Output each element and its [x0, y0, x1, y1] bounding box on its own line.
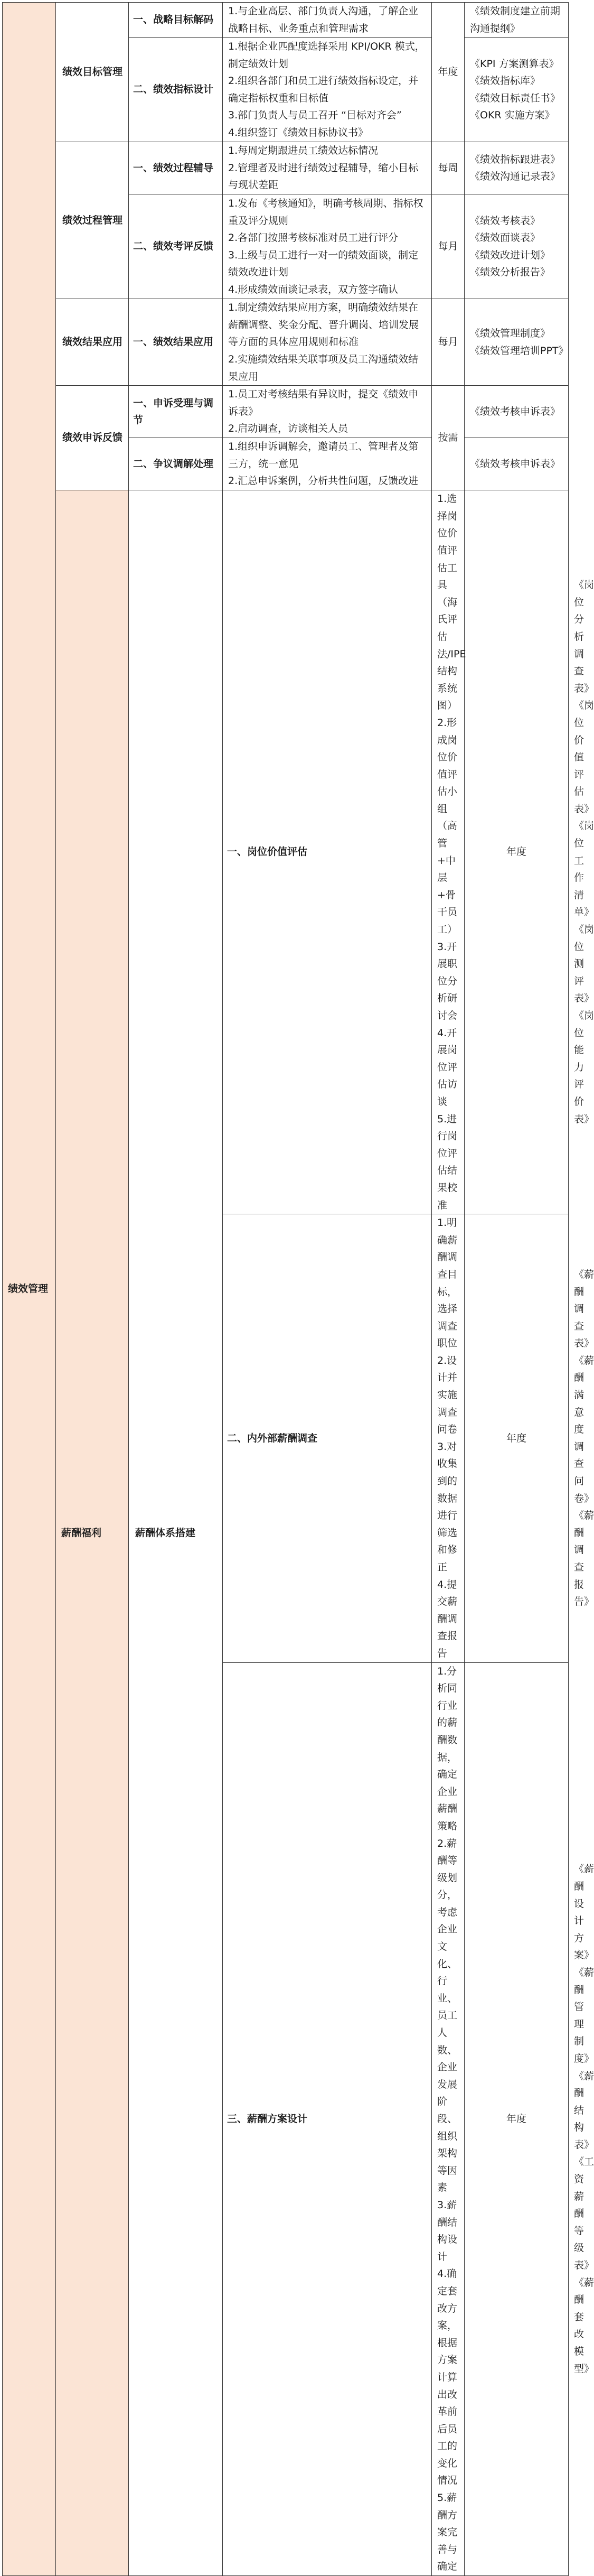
tool-line: 《KPI 方案测算表》 — [470, 58, 559, 70]
action-line: 4.形成绩效面谈记录表，双方签字确认 — [228, 283, 399, 295]
action-line: 1.分析同行业的薪酬数据，确定企业薪酬策略 — [437, 1665, 458, 1832]
tool-line: 《绩效目标责任书》 — [470, 92, 561, 104]
actions-cell — [223, 3, 432, 38]
action-line: 1.发布《考核通知》，明确考核周期、指标权重及评分规则 — [228, 197, 423, 227]
table-row — [3, 142, 569, 194]
actions-cell — [432, 1662, 465, 2575]
frequency-cell: 年度 — [465, 490, 569, 1214]
actions-cell — [223, 386, 432, 438]
frequency-cell: 每月 — [432, 194, 465, 299]
action-line: 3.薪酬结构设计 — [437, 2199, 458, 2263]
action-line: 3.上级与员工进行一对一的绩效面谈，制定绩效改进计划 — [228, 249, 419, 278]
category-cell: 薪酬福利 — [56, 490, 129, 2576]
action-line: 4.组织签订《绩效目标协议书》 — [228, 126, 369, 138]
actions-cell — [223, 194, 432, 299]
action-line: 3.部门负责人与员工召开 “目标对齐会” — [228, 109, 402, 122]
hr-process-table — [2, 2, 594, 2576]
frequency-cell: 每周 — [432, 142, 465, 194]
step-cell: 二、内外部薪酬调查 — [223, 1214, 432, 1662]
tool-line: 《绩效管理培训PPT》 — [470, 345, 569, 357]
frequency-cell: 每月 — [432, 299, 465, 386]
tool-line: 《绩效改进计划》 — [470, 249, 551, 261]
action-line: 1.明确薪酬调查目标，选择调查职位 — [437, 1217, 458, 1350]
action-line: 2.启动调查，访谈相关人员 — [228, 423, 348, 435]
tools-cell — [465, 438, 569, 490]
action-line: 2.薪酬等级划分，考虑企业文化、行业、员工人数、企业发展阶段、组织架构等因素 — [437, 1837, 458, 2194]
action-line: 4.确定套改方案，根据方案计算出改革前后员工的变化情况 — [437, 2268, 458, 2487]
tool-line: 《绩效面谈表》 — [470, 232, 541, 244]
frequency-cell: 年度 — [465, 1662, 569, 2575]
table-row — [3, 386, 569, 438]
actions-cell — [223, 438, 432, 490]
tools-cell — [465, 194, 569, 299]
action-line: 3.开展职位分析研讨会 — [437, 941, 458, 1021]
action-line: 2.实施绩效结果关联事项及员工沟通绩效结果应用 — [228, 353, 419, 383]
subcategory-cell: 绩效结果应用 — [56, 299, 129, 386]
step-cell: 三、薪酬方案设计 — [223, 1662, 432, 2575]
actions-cell — [223, 299, 432, 386]
subcategory-cell: 绩效目标管理 — [56, 3, 129, 142]
action-line: 2.组织各部门和员工进行绩效指标设定，并确定指标权重和目标值 — [228, 75, 419, 104]
tools-cell — [465, 38, 569, 142]
step-cell: 二、绩效考评反馈 — [129, 194, 223, 299]
action-line: 1.员工对考核结果有异议时，提交《绩效申诉表》 — [228, 388, 419, 417]
action-line: 2.形成岗位价值评估小组（高管+中层+骨干员工） — [437, 717, 458, 936]
frequency-cell: 年度 — [465, 1214, 569, 1662]
tools-cell — [465, 3, 569, 38]
action-line: 1.每周定期跟进员工绩效达标情况 — [228, 145, 379, 157]
step-cell: 二、绩效指标设计 — [129, 38, 223, 142]
step-cell: 一、绩效过程辅导 — [129, 142, 223, 194]
tool-line: 《绩效考核表》 — [470, 215, 541, 227]
step-cell: 一、申诉受理与调节 — [129, 386, 223, 438]
tool-line: 《绩效分析报告》 — [470, 266, 551, 278]
action-line: 2.汇总申诉案例，分析共性问题，反馈改进 — [228, 475, 419, 487]
step-cell: 一、岗位价值评估 — [223, 490, 432, 1214]
action-line: 4.开展岗位评估访谈 — [437, 1027, 458, 1108]
actions-cell — [223, 38, 432, 142]
tools-cell — [465, 299, 569, 386]
step-cell: 二、争议调解处理 — [129, 438, 223, 490]
action-line: 1.与企业高层、部门负责人沟通，了解企业战略目标、业务重点和管理需求 — [228, 5, 419, 34]
action-line: 1.根据企业匹配度选择采用 KPI/OKR 模式，制定绩效计划 — [228, 40, 425, 70]
subcategory-cell: 薪酬体系搭建 — [129, 490, 223, 2576]
actions-cell — [432, 1214, 465, 1662]
action-line: 1.制定绩效结果应用方案，明确绩效结果在薪酬调整、奖金分配、晋升调岗、培训发展等方面的具体应用规则和标准 — [228, 302, 419, 348]
action-line: 1.选择岗位价值评估工具（海氏评估法/IPE 结构系统图） — [437, 493, 469, 712]
action-line: 4.提交薪酬调查报告 — [437, 1578, 458, 1659]
tool-line: 《绩效制度建立前期沟通提纲》 — [470, 5, 561, 34]
subcategory-cell: 绩效过程管理 — [56, 142, 129, 299]
table-row — [3, 299, 569, 386]
tool-line: 《绩效指标跟进表》 — [470, 153, 561, 165]
action-line: 1.组织申诉调解会，邀请员工、管理者及第三方，统一意见 — [228, 441, 419, 470]
tool-line: 《绩效考核申诉表》 — [470, 458, 561, 470]
action-line: 5.进行岗位评估结果校准 — [437, 1113, 458, 1211]
table-row — [3, 3, 569, 38]
frequency-cell: 年度 — [432, 3, 465, 142]
actions-cell — [223, 142, 432, 194]
action-line: 2.各部门按照考核标准对员工进行评分 — [228, 232, 399, 244]
step-cell: 一、绩效结果应用 — [129, 299, 223, 386]
tools-cell — [465, 386, 569, 438]
action-line: 2.设计并实施调查问卷 — [437, 1354, 458, 1436]
tool-line: 《OKR 实施方案》 — [470, 109, 555, 122]
table-row: 三、薪酬方案设计 1.分析同行业的薪酬数据，确定企业薪酬策略 2.薪酬等级划分，考虑企业文化、行业、员工人数、企业发展阶段、组织架构等因素 3.薪酬结构设计 4.确定套改方案，根据方案计算出改革前后员工的变化情况 5.薪酬方案完善与确定 年度 《薪酬设计方案》 《薪酬管理制度》 《薪酬结构表》 《工资薪酬等级表》 《薪酬套改模型》 — [3, 1662, 569, 2575]
table-row: 二、内外部薪酬调查 1.明确薪酬调查目标，选择调查职位 2.设计并实施调查问卷 3.对收集到的数据进行筛选和修正 4.提交薪酬调查报告 年度 《薪酬调查表》 《薪酬满意度调查问卷》 《薪酬调查报告》 — [3, 1214, 569, 1662]
table-row: 薪酬福利 薪酬体系搭建 一、岗位价值评估 1.选择岗位价值评估工具（海氏评估法/IPE 结构系统图） 2.形成岗位价值评估小组（高管+中层+骨干员工） 3.开展职位分析研讨会 4.开展岗位评估访谈 5.进行岗位评估结果校准 年度 《岗位分析调查表》 《岗位价值评估表》 《岗位工作清单》 《岗位测评表》 《岗位能力评价表》 — [3, 490, 569, 1214]
category-cell: 绩效管理 — [3, 3, 56, 2576]
tool-line: 《绩效指标库》 — [470, 75, 541, 87]
tool-line: 《绩效管理制度》 — [470, 328, 551, 340]
action-line: 3.对收集到的数据进行筛选和修正 — [437, 1440, 458, 1573]
actions-cell — [432, 490, 469, 1214]
tool-line: 《绩效考核申诉表》 — [470, 405, 561, 417]
action-line: 2.管理者及时进行绩效过程辅导，缩小目标与现状差距 — [228, 162, 419, 191]
tool-line: 《绩效沟通记录表》 — [470, 171, 561, 183]
step-cell: 一、战略目标解码 — [129, 3, 223, 38]
frequency-cell: 按需 — [432, 386, 465, 490]
action-line: 5.薪酬方案完善与确定 — [437, 2492, 458, 2573]
subcategory-cell: 绩效申诉反馈 — [56, 386, 129, 490]
tools-cell — [465, 142, 569, 194]
